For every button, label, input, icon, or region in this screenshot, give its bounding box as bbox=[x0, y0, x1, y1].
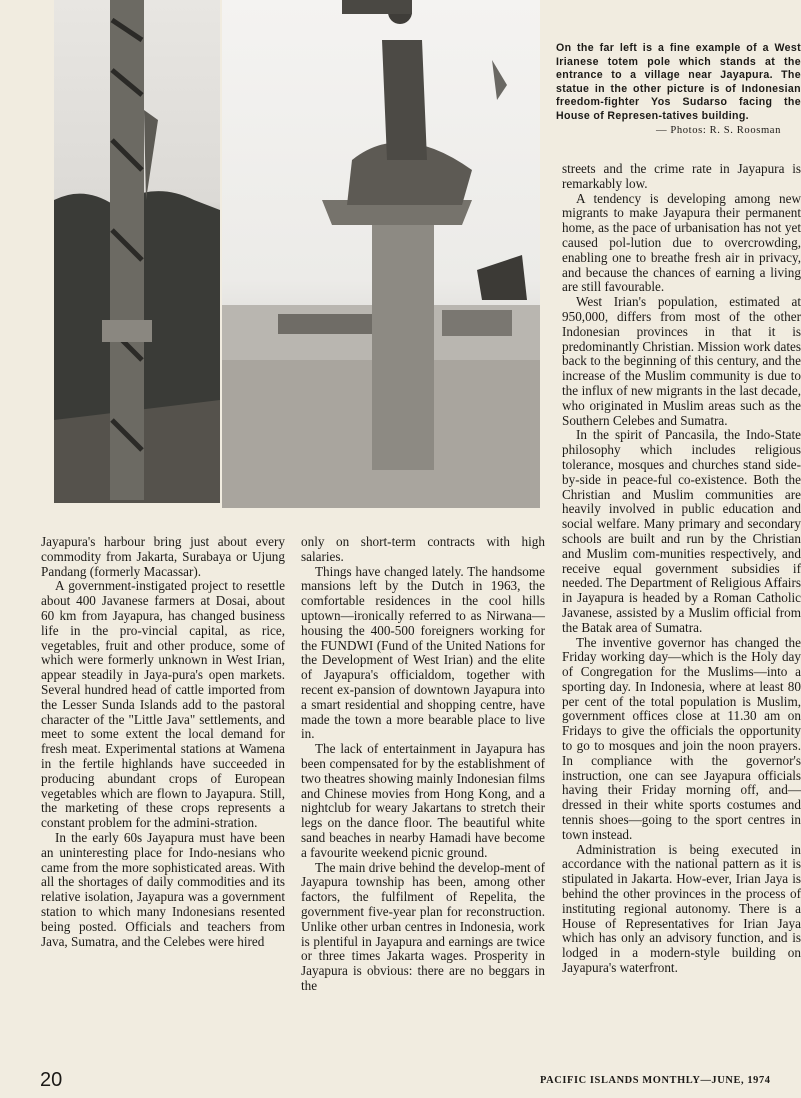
totem-pole-illustration bbox=[54, 0, 220, 503]
statue-illustration bbox=[222, 0, 540, 508]
text-column-2 bbox=[301, 535, 545, 994]
paragraph: only on short-term contracts with high salaries. bbox=[301, 534, 545, 564]
photo-caption bbox=[556, 42, 801, 137]
paragraph: streets and the crime rate in Jayapura is remarkably low. bbox=[562, 161, 801, 191]
statue-photo bbox=[222, 0, 540, 508]
paragraph: The lack of entertainment in Jayapura has been compensated for by the establishment of two theatres showing mainly Indonesian films and Chinese movies from Hong Kong, and a nightclub for weary Jakartans to stretch their legs on the dance floor. The beautiful white sand beaches in nearby Hamadi have become a favourite weekend picnic ground. bbox=[301, 741, 545, 860]
paragraph: Jayapura's harbour bring just about every commodity from Jakarta, Surabaya or Ujung Pandang (formerly Macassar). bbox=[41, 534, 285, 579]
paragraph: In the spirit of Pancasila, the Indo-State philosophy which includes religious tolerance, mosques and churches stand side-by-side in peace-ful co-existence. Both the Christian and Muslim communities are heavily involved in public education and social welfare. Many primary and secondary schools are built and run by the Christian and Muslim com-munities respectively, and receive equal government subsidies if needed. The Department of Religious Affairs in Jayapura is headed by a Roman Catholic Javanese, assisted by a Muslim official from the Batak area of Sumatra. bbox=[562, 427, 801, 635]
photo-credit: — Photos: R. S. Roosman bbox=[655, 124, 781, 136]
paragraph: West Irian's population, estimated at 950,000, differs from most of the other Indonesian provinces in that it is predominantly Christian. Mission work dates back to the beginning of this century, and the increase of the Muslim community is due to the influx of new migrants in the last decade, who originated in Muslim areas such as the Southern Celebes and Sumatra. bbox=[562, 294, 801, 428]
caption-text: On the far left is a fine example of a West Irianese totem pole which stands at the entrance to a village near Jayapura. The statue in the other picture is of Indonesian freedom-fighter Yos Sudarso facing the House of Represen-tatives building. bbox=[556, 42, 801, 122]
paragraph: In the early 60s Jayapura must have been an uninteresting place for Indo-nesians who came from the more sophisticated areas. With all the shortages of daily commodities and its relative isolation, Jayapura was a government station to which many Indonesians resented being posted. Officials and teachers from Java, Sumatra, and the Celebes were hired bbox=[41, 829, 285, 949]
text-column-1 bbox=[41, 535, 285, 949]
paragraph: The inventive governor has changed the Friday working day—which is the Holy day of Congregation for the Muslims—into a sporting day. In Indonesia, where at least 80 per cent of the total population is Muslim, government offices close at 11.30 am on Fridays to give the officials the opportunity to go to mosques and join the noon prayers. In compliance with the governor's instruction, one can see Jayapura officials having their Friday morning off, and—dressed in their white sports costumes and tennis shoes—going to the sport centres in town instead. bbox=[562, 634, 801, 842]
paragraph: The main drive behind the develop-ment of Jayapura township has been, among other factors, the fulfilment of Repelita, the government five-year plan for reconstruction. Unlike other urban centres in Indonesia, work is plentiful in Jayapura and earnings are twice or three times Jakarta wages. Prosperity in Jayapura is obvious: there are no beggars in the bbox=[301, 859, 545, 993]
paragraph: Administration is being executed in accordance with the national pattern as it is stipulated in Jakarta. How-ever, Irian Jaya is behind the other provinces in the process of instituting regional autonomy. There is a House of Representatives for Irian Jaya which has only an advisory function, and is lodged in a modern-style building on Jayapura's waterfront. bbox=[562, 841, 801, 976]
paragraph: A tendency is developing among new migrants to make Jayapura their permanent home, as the pace of urbanisation has not yet caused pol-lution due to overcrowding, enabling one to breathe fresh air in privacy, and because the chances of earning a living are still favourable. bbox=[562, 190, 801, 295]
totem-pole-photo bbox=[54, 0, 220, 503]
paragraph: Things have changed lately. The handsome mansions left by the Dutch in 1963, the comfortable residences in the cool hills uptown—ironically referred to as Nirwana—housing the 400-500 foreigners working for the FUNDWI (Fund of the United Nations for the Development of West Irian) and the elite of Jayapura's officialdom, together with recent ex-pansion of downtown Jayapura into a smart residential and shopping centre, have made the town a more bearable place to live in. bbox=[301, 563, 545, 742]
paragraph: A government-instigated project to resettle about 400 Javanese farmers at Dosai, about 60 km from Jayapura, has changed business life in the pro-vincial capital, as rice, vegetables, fruit and other produce, some of which were formerly unknown in West Irian, appear steadily in Jaya-pura's open markets. Several hundred head of cattle imported from the Lesser Sunda Islands add to the pastoral character of the "Little Java" settlements, and meet to some extent the local demand for fresh meat. Experimental stations at Wamena in the fertile highlands have succeeded in producing abundant crops of European vegetables which are flown to Jayapura. Still, the marketing of these crops represents a constant problem for the admini-stration. bbox=[41, 578, 285, 831]
text-column-3 bbox=[562, 162, 801, 976]
running-footer: PACIFIC ISLANDS MONTHLY—JUNE, 1974 bbox=[540, 1075, 771, 1086]
page-number: 20 bbox=[40, 1069, 63, 1091]
